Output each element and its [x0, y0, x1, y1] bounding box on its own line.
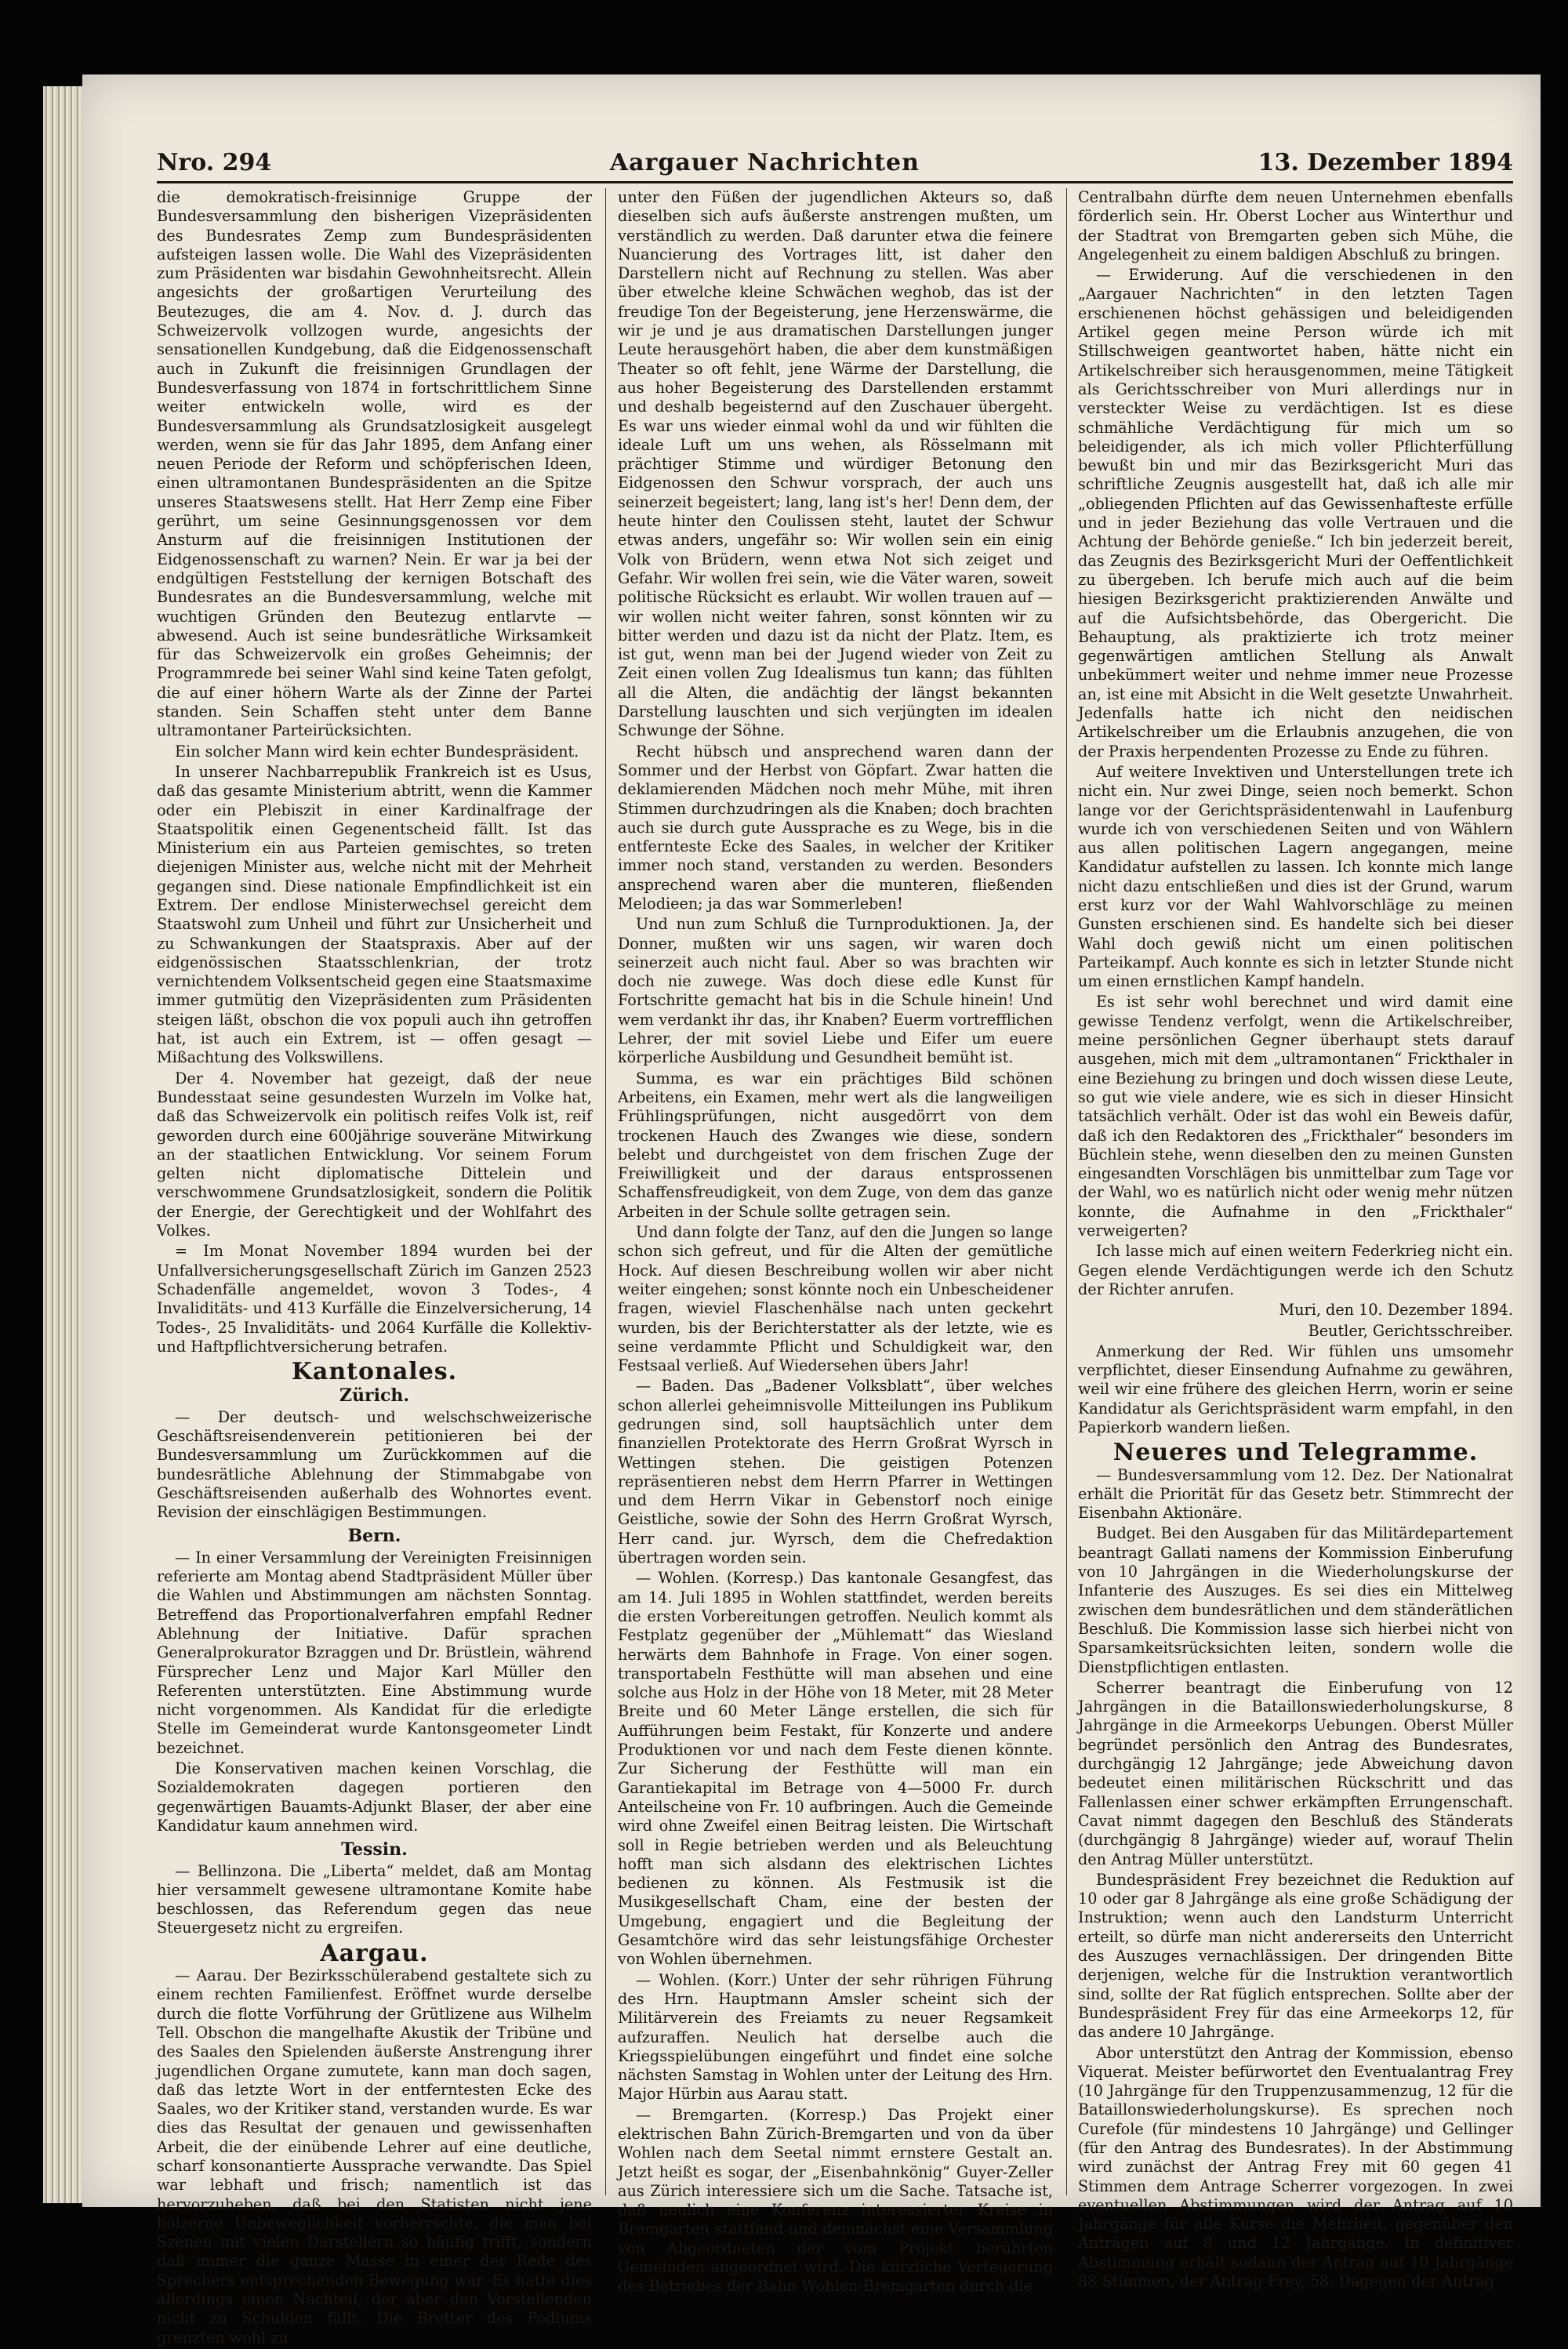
article-paragraph: Abor unterstützt den Antrag der Kommission, ebenso Viquerat. Meister befürwortet den Eventualantrag Frey (10 Jahrgänge für den Truppenzusammenzug, 12 für die Bataillonswiederholungskurse). Es sprechen noch Curefole (für mindestens 10 Jahrgänge) und Gellinger (für den Antrag des Bundesrates). In der Abstimmung wird zunächst der Antrag Frey mit 60 gegen 41 Stimmen dem Antrage Scherrer vorgezogen. In zwei eventuellen Abstimmungen wird der Antrag auf 10 Jahrgänge für alle Kurse die Mehrheit, gegenüber den Anträgen auf 8 und 12 Jahrgänge. In definitiver Abstimmung erhält sodann der Antrag auf 10 Jahrgänge 88 Stimmen, der Antrag Frey, 58. Dagegen der Antrag [1078, 2043, 1513, 2291]
article-paragraph: Budget. Bei den Ausgaben für das Militärdepartement beantragt Gallati namens der Kommission Einberufung von 10 Jahrgängen in die Wiederholungskurse der Infanterie des Auszuges. Es sei dies ein Mittelweg zwischen dem bundesrätlichen und dem ständerätlichen Beschluß. Die Kommission lasse sich hierbei nicht von Sparsamkeitsrücksichten leiten, sondern wolle die Dienstpflichtigen entlasten. [1078, 1524, 1513, 1676]
article-paragraph: — Bellinzona. Die „Liberta“ meldet, daß am Montag hier versammelt gewesene ultramontane Komite habe beschlossen, das Referendum gegen das neue Steuergesetz nicht zu ergreifen. [157, 1861, 592, 1937]
column-2 [618, 188, 1053, 2298]
newspaper-page [82, 74, 1541, 2347]
editor-note: Anmerkung der Red. Wir fühlen uns umsomehr verpflichtet, dieser Einsendung Aufnahme zu gewähren, weil wir eine frühere des gleichen Herrn, worin er seine Kandidatur als Gerichtspräsident warm empfahl, in den Papierkorb wandern ließen. [1078, 1342, 1513, 1436]
article-paragraph: — Bremgarten. (Korresp.) Das Projekt einer elektrischen Bahn Zürich-Bremgarten und von da über Wohlen nach dem Seetal nimmt ernstere Gestalt an. Jetzt heißt es sogar, der „Eisenbahnkönig“ Guyer-Zeller aus Zürich interessiere sich um die Sache. Tatsache ist, daß neulich eine Konferenz interessierter Kreise in Bremgarten stattfand und demnächst eine Versammlung von Abgeordneten der vom Projekt berührten Gemeinden angeordnet wird. Die kürzliche Verteuerung des Betriebes der Bahn Wohlen-Bremgarten durch die [618, 2105, 1053, 2296]
article-paragraph: Es ist sehr wohl berechnet und wird damit eine gewisse Tendenz verfolgt, wenn die Artikelschreiber, meine persönlichen Gegner überhaupt stets darauf ausgehen, mich mit dem „ultramontanen“ Frickthaler in eine Beziehung zu bringen und doch wissen diese Leute, so gut wie viele andere, wie es sich in dieser Hinsicht tatsächlich verhält. Oder ist das wohl ein Beweis dafür, daß ich den Redaktoren des „Frickthaler“ besonders im Büchlein stehe, wenn dieselben den zu meinen Gunsten eingesandten Vorschlägen bis unmittelbar zum Tage vor der Wahl, wo es natürlich nicht oder wenig mehr nützen konnte, die Aufnahme in den „Frickthaler“ verweigerten? [1078, 993, 1513, 1240]
article-paragraph: = Im Monat November 1894 wurden bei der Unfallversicherungsgesellschaft Zürich im Ganzen 2523 Schadenfälle angemeldet, wovon 3 Todes-, 4 Invaliditäts- und 413 Kurfälle die Einzelversicherung, 14 Todes-, 25 Invaliditäts- und 2064 Kurfälle die Kollektiv- und Haftpflichtversicherung betrafen. [157, 1242, 592, 1356]
article-paragraph: Der 4. November hat gezeigt, daß der neue Bundesstaat seine gesundesten Wurzeln im Volke hat, daß das Schweizervolk ein politisch reifes Volk ist, reif geworden durch eine 600jährige souveräne Mitwirkung an der staatlichen Entwicklung. Vor seinem Forum gelten nicht diplomatische Dittelein und verschwommene Grundsatzlosigkeit, sondern die Politik der Energie, der Gerechtigkeit und der Wohlfahrt des Volkes. [157, 1069, 592, 1240]
signature-name: Beutler, Gerichtsschreiber. [1308, 1321, 1513, 1340]
article-paragraph: Summa, es war ein prächtiges Bild schönen Arbeitens, ein Examen, mehr wert als die langweiligen Frühlingsprüfungen, nicht ausgedörrt von dem trockenen Hauch des Zwanges wie diese, sondern belebt und durchgeistet von dem frischen Zuge der Freiwilligkeit und der daraus entsprossenen Schaffensfreudigkeit, von dem Zuge, von dem das ganze Arbeiten in der Schule sollte getragen sein. [618, 1069, 1053, 1221]
article-paragraph: — Wohlen. (Korresp.) Das kantonale Gesangfest, das am 14. Juli 1895 in Wohlen stattfindet, werden bereits die ersten Vorbereitungen getroffen. Neulich kommt als Festplatz gegenüber der „Mühlematt“ das Wiesland herwärts dem Bahnhofe in Frage. Von einer sogen. transportabeln Festhütte will man absehen und eine solche aus Holz in der Höhe von 18 Meter, mit 28 Meter Breite und 60 Meter Länge erstellen, die sich für Aufführungen beim Festakt, für Konzerte und andere Produktionen vor und nach dem Feste dienen könnte. Zur Sicherung der Festhütte will man ein Garantiekapital im Betrage von 4—5000 Fr. durch Anteilscheine von Fr. 10 aufbringen. Auch die Gemeinde wird ohne Zweifel einen Beitrag leisten. Die Wirtschaft soll in Regie betrieben werden und als Beleuchtung hofft man sich alsdann des elektrischen Lichtes bedienen zu können. Als Festmusik ist die Musikgesellschaft Cham, eine der besten der Umgebung, engagiert und die Begleitung der Gesamtchöre wird das sehr leistungsfähige Orchester von Wohlen übernehmen. [618, 1569, 1053, 1969]
article-paragraph: Recht hübsch und ansprechend waren dann der Sommer und der Herbst von Göpfart. Zwar hatten die deklamierenden Mädchen noch mehr Mühe, mit ihren Stimmen durchzudringen als die Knaben; doch brachten auch sie durch gute Aussprache es zu Wege, bis in die entfernteste Ecke des Saales, in welcher der Kritiker immer noch stand, verstanden zu werden. Besonders ansprechend waren aber die munteren, fließenden Melodieen; ja das war Sommerleben! [618, 742, 1053, 913]
section-heading-aargau: Aargau. [320, 1939, 429, 1967]
article-paragraph: Bundespräsident Frey bezeichnet die Reduktion auf 10 oder gar 8 Jahrgänge als eine große Schädigung der Instruktion; wenn auch den Landsturm Unterricht erteilt, so dürfe man nicht andererseits den Unterricht des Auszuges vernachlässigen. Der dringenden Bitte derjenigen, welche für die Instruktion verantwortlich sind, sollte der Rat füglich entsprechen. Sollte aber der Bundespräsident Frey für das eine Armeekorps 12, für das andere 10 Jahrgänge. [1078, 1870, 1513, 2042]
signature-place-date: Muri, den 10. Dezember 1894. [1279, 1301, 1513, 1320]
article-paragraph: — Wohlen. (Korr.) Unter der sehr rührigen Führung des Hrn. Hauptmann Amsler scheint sich der Militärverein des Freiamts zu neuer Regsamkeit aufzuraffen. Neulich hat derselbe auch die Kriegsspielübungen eingeführt und findet eine solche nächsten Samstag in Wohlen unter der Leitung des Hrn. Major Hürbin aus Aarau statt. [618, 1970, 1053, 2104]
article-paragraph: — Aarau. Der Bezirksschülerabend gestaltete sich zu einem rechten Familienfest. Eröffnet wurde derselbe durch die flotte Vorführung der Grütlizene aus Wilhelm Tell. Obschon die mangelhafte Akustik der Tribüne und des Saales den Spielenden äußerste Anstrengung ihrer jugendlichen Organe zumutete, kann man doch sagen, daß das letzte Wort in der entferntesten Ecke des Saales, wo der Kritiker stand, verstanden wurde. Es war dies das Resultat der genauen und gewissenhaften Arbeit, die der einübende Lehrer auf eine deutliche, scharf konsonantierte Aussprache verwandte. Das Spiel war lebhaft und frisch; namentlich ist das hervorzuheben, daß bei den Statisten nicht jene hölzerne Unbeweglichkeit vorherrschte, die man bei Szenen mit vielen Darstellern so häufig trifft, sondern daß immer die ganze Masse in einer der Rede des Sprechers entsprechenden Bewegung war. Es hatte dies allerdings einen Nachteil, der aber den Vorstellenden nicht zu Schulden fällt. Die Bretter des Podiums grenzten wohl zu [157, 1966, 592, 2347]
article-paragraph: unter den Füßen der jugendlichen Akteurs so, daß dieselben sich aufs äußerste anstrengen mußten, um verständlich zu werden. Daß darunter etwa die feinere Nuancierung des Vortrages litt, ist daher den Darstellern nicht auf Rechnung zu stellen. Was aber über etwelche kleine Schwächen weghob, das ist der freudige Ton der Begeisterung, jene Herzenswärme, die wir je und je aus dramatischen Darstellungen junger Leute herausgehört haben, die aber dem kunstmäßigen Theater so oft fehlt, jene Wärme der Darstellung, die aus hoher Begeisterung des Darstellenden erstammt und deshalb begeisternd auf den Zuschauer übergeht. Es war uns wieder einmal wohl da und wir fühlten die ideale Luft um uns wehen, als Rösselmann mit prächtiger Stimme und würdiger Betonung den Eidgenossen den Schwur vorsprach, der auch uns seinerzeit begeistert; lang, lang ist's her! Denn dem, der heute hinter den Coulissen steht, lautet der Schwur etwas anders, ungefähr so: Wir wollen sein ein einig Volk von Brüdern, wenn etwa Not sich zeiget und Gefahr. Wir wollen frei sein, wie die Väter waren, soweit politische Rücksicht es erlaubt. Wir wollen trauen auf — wir wollen nicht weiter fahren, sonst könnten wir zu bitter werden und dazu ist da nicht der Platz. Item, es ist gut, wenn man bei der Jugend wieder von Zeit zu Zeit einen vollen Zug Idealismus tun kann; das fühlten all die Alten, die andächtig der längst bekannten Darstellung lauschten und sich verjüngten im idealen Schwunge der Söhne. [618, 188, 1053, 740]
subheading-tessin: Tessin. [341, 1839, 408, 1861]
paper-title: Aargauer Nachrichten [609, 149, 920, 176]
article-paragraph: Die Konservativen machen keinen Vorschlag, die Sozialdemokraten dagegen portieren den gegenwärtigen Bauamts-Adjunkt Blaser, der aber eine Kandidatur kaum annehmen wird. [157, 1759, 592, 1835]
section-heading-neueres: Neueres und Telegramme. [1112, 1439, 1479, 1467]
article-paragraph: — Erwiderung. Auf die verschiedenen in den „Aargauer Nachrichten“ in den letzten Tagen erschienenen höchst gehässigen und beleidigenden Artikel gegen meine Person würde ich mit Stillschweigen geantwortet haben, hätte nicht ein Artikelschreiber sich herausgenommen, meine Tätigkeit als Gerichtsschreiber von Muri allerdings nur in versteckter Weise zu verdächtigen. Ist es diese schmähliche Verdächtigung für mich um so beleidigender, als ich mich voller Pflichterfüllung bewußt bin und mir das Bezirksgericht Muri das schriftliche Zeugnis ausgestellt hat, daß ich alle mir „obliegenden Pflichten auf das Gewissenhafteste erfülle und in jeder Beziehung das volle Vertrauen und die Achtung der Behörde genieße.“ Ich bin jederzeit bereit, das Zeugnis des Bezirksgericht Muri der Oeffentlichkeit zu übergeben. Ich berufe mich auch auf die beim hiesigen Bezirksgericht praktizierenden Anwälte und auf die Aufsichtsbehörde, das Obergericht. Die Behauptung, als praktizierte ich trotz meiner gegenwärtigen amtlichen Stellung als Anwalt unbekümmert weiter und nehme immer neue Prozesse an, ist eine mit Absicht in die Welt gesetzte Unwahrheit. Jedenfalls hatte ich nicht den neidischen Artikelschreiber um die Erlaubnis anzugehen, die von der Praxis herpendenten Prozesse zu Ende zu führen. [1078, 266, 1513, 761]
column-rule-1 [605, 188, 606, 2195]
article-paragraph: Scherrer beantragt die Einberufung von 12 Jahrgängen in die Bataillonswiederholungskurse, 8 Jahrgänge in die Armeekorps Uebungen. Oberst Müller begründet persönlich den Antrag des Bundesrates, durchgängig 12 Jahrgänge; jede Abweichung davon bedeutet einen militärischen Rückschritt und das Fallenlassen einer schwer erkämpften Errungenschaft. Cavat nimmt dagegen den Beschluß des Ständerats (durchgängig 8 Jahrgänge) wieder auf, worauf Thelin den Antrag Müller unterstützt. [1078, 1678, 1513, 1868]
article-paragraph: In unserer Nachbarrepublik Frankreich ist es Usus, daß das gesamte Ministerium abtritt, wenn die Kammer oder ein Plebiszit in einer Kardinalfrage der Staatspolitik einen Gegenentscheid fällt. Ist das Ministerium ein aus Parteien gemischtes, so treten diejenigen Minister aus, welche nicht mit der Mehrheit gegangen sind. Diese nationale Empfindlichkeit ist ein Extrem. Der endlose Ministerwechsel gereicht dem Staatswohl zum Unheil und führt zur Unsicherheit und zu Schwankungen der Staatspraxis. Aber auf der eidgenössischen Staatsschlenkrian, der trotz vernichtendem Volksentscheid gegen eine Staatsmaxime immer gutmütig den Vizepräsidenten zum Präsidenten steigen läßt, obschon die vox populi auch ihn getroffen hat, ist auch ein Extrem, ist — offen gesagt — Mißachtung des Volkswillens. [157, 762, 592, 1067]
article-paragraph: — Der deutsch- und welschschweizerische Geschäftsreisendenverein petitionieren bei der Bundesversammlung um Zurückkommen auf die bundesrätliche Ablehnung der Stimmabgabe von Geschäftsreisenden außerhalb des Wohnortes event. Revision der einschlägigen Bestimmungen. [157, 1407, 592, 1522]
subheading-zuerich: Zürich. [339, 1385, 410, 1407]
article-paragraph: Ich lasse mich auf einen weitern Federkrieg nicht ein. Gegen elende Verdächtigungen werde ich den Schutz der Richter anrufen. [1078, 1242, 1513, 1298]
article-paragraph: — In einer Versammlung der Vereinigten Freisinnigen referierte am Montag abend Stadtpräsident Müller über die Wahlen und Abstimmungen am nächsten Sonntag. Betreffend das Proportionalverfahren empfahl Redner Ablehnung der Initiative. Dafür sprachen Generalprokurator Bzraggen und Dr. Brüstlein, während Fürsprecher Lenz und Major Karl Müller den Referenten unterstützten. Eine Abstimmung wurde nicht vorgenommen. Als Kandidat für die erledigte Stelle im Gemeinderat wurde Kantonsgeometer Lindt bezeichnet. [157, 1548, 592, 1757]
section-heading-kantonales: Kantonales. [291, 1358, 458, 1386]
article-paragraph: Centralbahn dürfte dem neuen Unternehmen ebenfalls förderlich sein. Hr. Oberst Locher aus Winterthur und der Stadtrat von Bremgarten geben sich Mühe, die Angelegenheit zu einem baldigen Abschluß zu bringen. [1078, 188, 1513, 263]
article-paragraph: Ein solcher Mann wird kein echter Bundespräsident. [175, 742, 579, 761]
article-paragraph: Und dann folgte der Tanz, auf den die Jungen so lange schon sich gefreut, und für die Alten der gemütliche Hock. Auf diesen Beschreibung wollen wir aber nicht weiter eingehen; sonst könnte noch ein Unbescheidener fragen, wieviel Flaschenhälse nach unten geckehrt wurden, bis der Berichterstatter als der letzte, wie es seine verdammte Pflicht und Schuldigkeit war, den Festsaal verließ. Auf Wiedersehen übers Jahr! [618, 1223, 1053, 1375]
issue-date: 13. Dezember 1894 [1258, 149, 1513, 176]
subheading-bern: Bern. [347, 1526, 401, 1547]
masthead [157, 137, 1513, 183]
issue-number: Nro. 294 [157, 149, 272, 176]
column-1 [157, 188, 592, 2349]
article-paragraph: Auf weitere Invektiven und Unterstellungen trete ich nicht ein. Nur zwei Dinge, seien noch bemerkt. Schon lange vor der Gerichtspräsidentenwahl in Laufenburg wurde ich von verschiedenen Seiten und von Wählern aus allen politischen Lagern angegangen, meine Kandidatur aufstellen zu lassen. Ich konnte mich lange nicht dazu entschließen und dies ist der Grund, warum erst kurz vor der Wahl Wahlvorschläge zu meinen Gunsten erschienen sind. Es handelte sich bei dieser Wahl doch gewiß nicht um einen politischen Parteikampf. Auch konnte es sich in letzter Stunde nicht um einen ernstlichen Kampf handeln. [1078, 762, 1513, 991]
column-rule-2 [1066, 188, 1067, 2195]
article-paragraph: — Baden. Das „Badener Volksblatt“, über welches schon allerlei geheimnisvolle Mitteilungen ins Publikum gedrungen sind, soll hauptsächlich unter dem finanziellen Protektorate des Herrn Großrat Wyrsch in Wettingen stehen. Die geistigen Potenzen repräsentieren nebst dem Herrn Pfarrer in Wettingen und dem Herrn Vikar in Gebenstorf noch einige Geistliche, sowie der Sohn des Herrn Großrat Wyrsch, Herr cand. jur. Wyrsch, dem die Chefredaktion übertragen worden sein. [618, 1377, 1053, 1567]
article-paragraph: — Bundesversammlung vom 12. Dez. Der Nationalrat erhält die Priorität für das Gesetz betr. Stimmrecht der Eisenbahn Aktionäre. [1078, 1465, 1513, 1523]
article-paragraph: Und nun zum Schluß die Turnproduktionen. Ja, der Donner, mußten wir uns sagen, wir waren doch seinerzeit auch nicht faul. Aber so was brachten wir doch nie zuwege. Was doch diese edle Kunst für Fortschritte gemacht hat bis in die Schule hinein! Und wem verdankt ihr das, ihr Knaben? Euerm vortrefflichen Lehrer, der mit soviel Liebe und Eifer um euere körperliche Ausbildung und Gesundheit bemüht ist. [618, 915, 1053, 1067]
article-paragraph: die demokratisch-freisinnige Gruppe der Bundesversammlung den bisherigen Vizepräsidenten des Bundesrates Zemp zum Bundespräsidenten aufsteigen lassen wolle. Die Wahl des Vizepräsidenten zum Präsidenten war bisdahin Gewohnheitsrecht. Allein angesichts der großartigen Verurteilung des Beutezuges, die am 4. Nov. d. J. durch das Schweizervolk vollzogen wurde, angesichts der sensationellen Kundgebung, daß die Eidgenossenschaft auch in Zukunft die freisinnigen Grundlagen der Bundesverfassung von 1874 in fortschrittlichem Sinne weiter entwickeln wolle, wird es der Bundesversammlung als Grundsatzlosigkeit ausgelegt werden, wenn sie für das Jahr 1895, dem Anfang einer neuen Periode der Reform und schöpferischen Ideen, einen ultramontanen Bundespräsidenten an die Spitze unseres Staatswesens stellt. Hat Herr Zemp eine Fiber gerührt, um seine Gesinnungsgenossen vor dem Ansturm auf die freisinnigen Institutionen der Eidgenossenschaft zu warnen? Nein. Er war ja bei der endgültigen Feststellung der kernigen Botschaft des Bundesrates an die Bundesversammlung, welche mit wuchtigen Gründen den Beutezug entlarvte — abwesend. Auch ist seine bundesrätliche Wirksamkeit für das Schweizervolk ein großes Geheimnis; der Programmrede bei seiner Wahl sind keine Taten gefolgt, die auf einer höhern Warte als der Zinne der Partei standen. Sein Schaffen steht unter dem Banne ultramontaner Parteirücksichten. [157, 188, 592, 740]
column-3 [1078, 188, 1513, 2293]
